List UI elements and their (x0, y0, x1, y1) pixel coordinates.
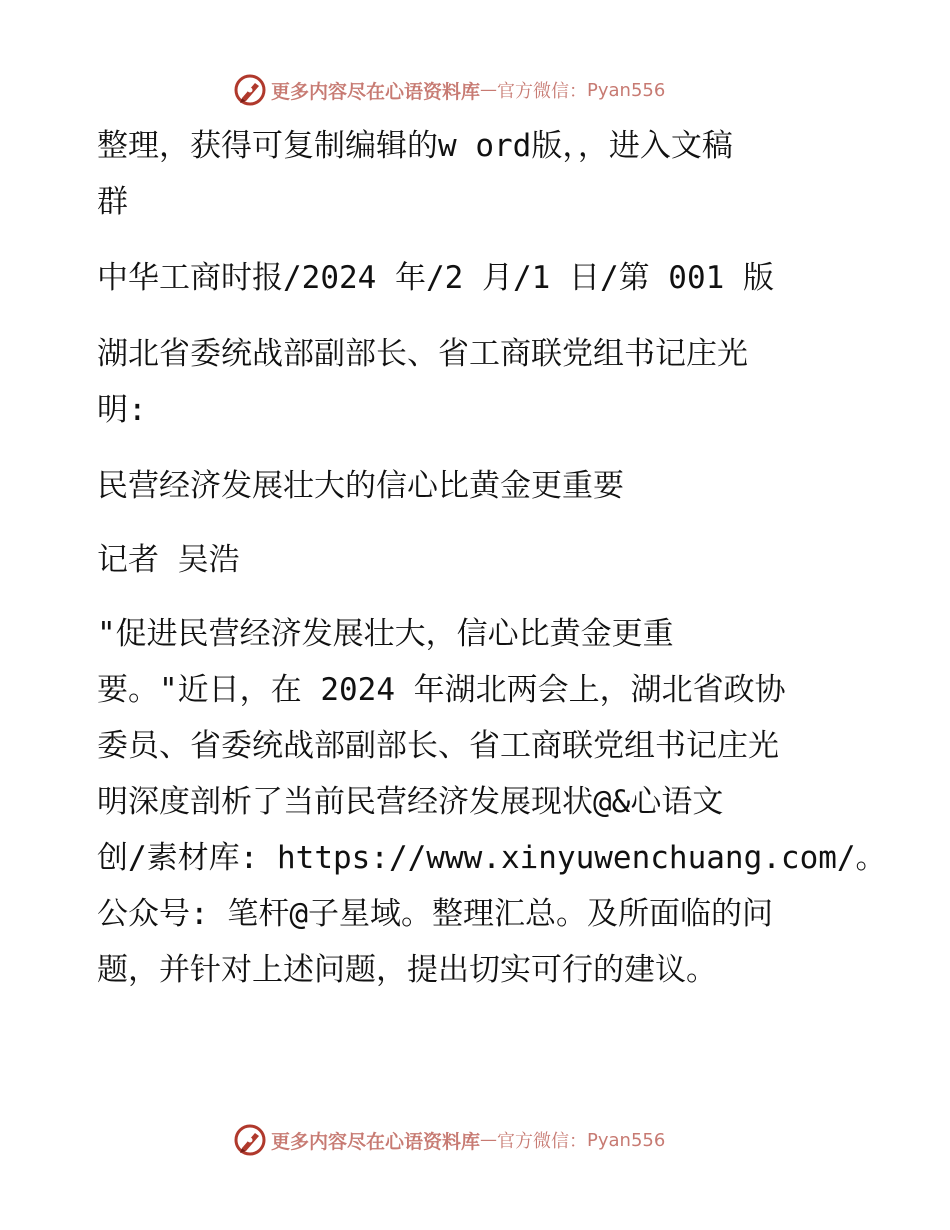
watermark-wechat-label: 官方微信： (497, 1131, 588, 1152)
byline-text: 记者 吴浩 (97, 542, 240, 578)
header-watermark (233, 72, 665, 108)
headline-line-1: 湖北省委统战部副部长、省工商联党组书记庄光 (97, 336, 748, 372)
watermark-brand: 更多内容尽在心语资料库 (271, 1130, 481, 1153)
watermark-brand: 更多内容尽在心语资料库 (271, 80, 481, 103)
byline (97, 532, 857, 588)
subheadline-text: 民营经济发展壮大的信心比黄金更重要 (97, 468, 624, 504)
watermark-dash: — (480, 1130, 498, 1150)
body-line: 要。"近日，在 2024 年湖北两会上，湖北省政协 (97, 672, 786, 708)
source-line (97, 250, 857, 306)
body-line: 公众号: 笔杆@子星域。整理汇总。及所面临的问 (97, 896, 773, 932)
body-line: 创/素材库: https://www.xinyuwenchuang.com/。 (97, 840, 887, 876)
subheadline (97, 458, 857, 514)
pen-logo-icon (233, 1123, 267, 1157)
headline-line-2: 明: (97, 392, 147, 428)
pen-logo-icon (233, 73, 267, 107)
body-line: "促进民营经济发展壮大，信心比黄金更重 (97, 616, 674, 652)
footer-watermark (233, 1122, 665, 1158)
intro-line-1: 整理，获得可复制编辑的w ord版，，进入文稿 (97, 128, 733, 164)
watermark-wechat-handle: Pyan556 (587, 79, 666, 101)
headline (97, 326, 857, 438)
watermark-wechat-label: 官方微信： (497, 81, 588, 102)
intro-line-2: 群 (97, 184, 128, 220)
body-paragraph (97, 606, 887, 998)
watermark-dash: — (480, 80, 498, 100)
intro-paragraph (97, 118, 857, 230)
body-line: 题，并针对上述问题，提出切实可行的建议。 (97, 952, 717, 988)
body-line: 明深度剖析了当前民营经济发展现状@&心语文 (97, 784, 724, 820)
source-text: 中华工商时报/2024 年/2 月/1 日/第 001 版 (97, 260, 774, 296)
body-line: 委员、省委统战部副部长、省工商联党组书记庄光 (97, 728, 779, 764)
watermark-wechat-handle: Pyan556 (587, 1129, 666, 1151)
